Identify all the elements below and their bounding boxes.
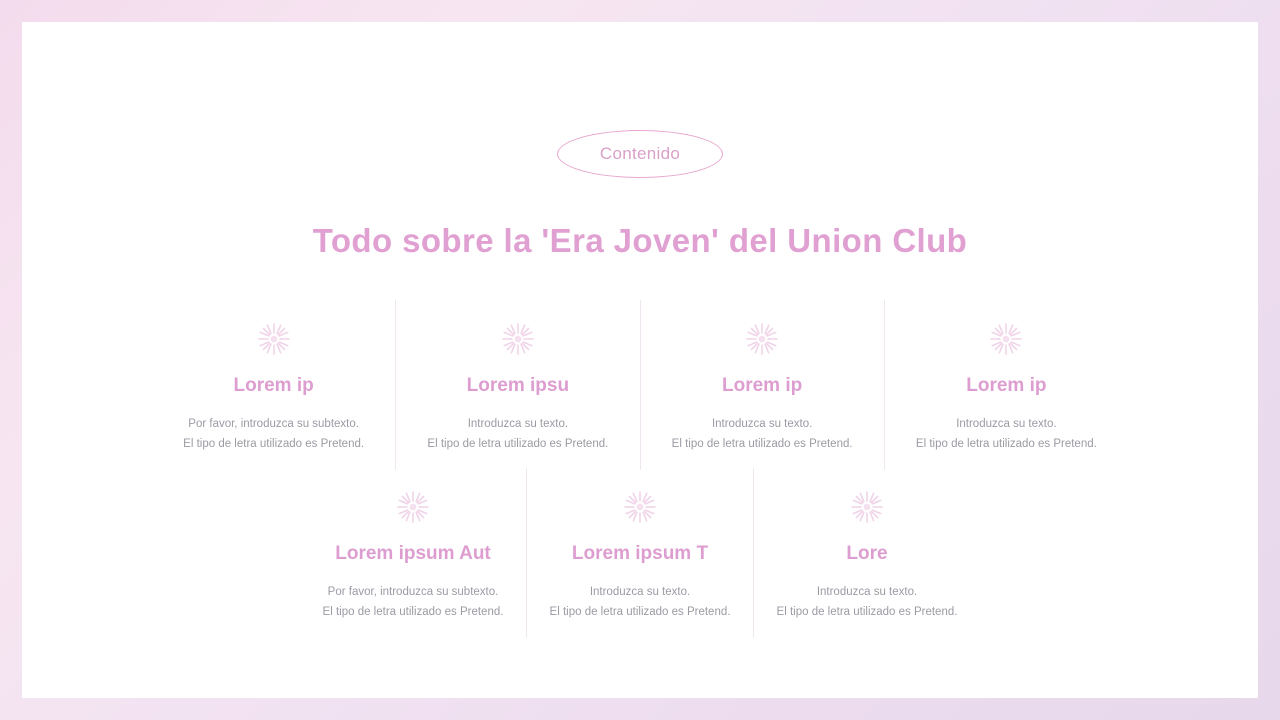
feature-title: Lorem ipsum T xyxy=(571,543,709,564)
feature-body xyxy=(543,582,737,622)
feature-row-top xyxy=(152,300,1128,470)
sunburst-icon xyxy=(901,322,1112,361)
sunburst-icon xyxy=(168,322,379,361)
sunburst-icon xyxy=(543,490,737,529)
feature-body-line: El tipo de letra utilizado es Pretend. xyxy=(776,605,958,618)
eyebrow-label: Contenido xyxy=(599,144,681,163)
sunburst-icon xyxy=(412,322,623,361)
feature-cell xyxy=(527,468,754,638)
feature-body-line: Por favor, introduzca su subtexto. xyxy=(327,585,499,598)
feature-body-line: El tipo de letra utilizado es Pretend. xyxy=(427,437,609,450)
feature-body-line: Introduzca su texto. xyxy=(467,417,569,430)
feature-title: Lore xyxy=(846,543,888,564)
feature-body xyxy=(770,582,964,622)
feature-body xyxy=(657,414,868,454)
feature-title: Lorem ipsu xyxy=(466,375,570,396)
feature-body xyxy=(168,414,379,454)
feature-body-line: El tipo de letra utilizado es Pretend. xyxy=(183,437,365,450)
feature-title: Lorem ip xyxy=(233,375,314,396)
feature-body xyxy=(316,582,510,622)
feature-body-line: Introduzca su texto. xyxy=(816,585,918,598)
sunburst-icon xyxy=(657,322,868,361)
feature-title: Lorem ipsum Aut xyxy=(335,543,491,564)
feature-cell xyxy=(754,468,980,638)
sunburst-icon xyxy=(770,490,964,529)
feature-title: Lorem ip xyxy=(722,375,803,396)
feature-body xyxy=(901,414,1112,454)
feature-body-line: El tipo de letra utilizado es Pretend. xyxy=(671,437,853,450)
feature-cell xyxy=(396,300,640,470)
feature-body-line: Introduzca su texto. xyxy=(711,417,813,430)
feature-cell xyxy=(641,300,885,470)
feature-body xyxy=(412,414,623,454)
feature-body-line: El tipo de letra utilizado es Pretend. xyxy=(549,605,731,618)
eyebrow-pill xyxy=(557,130,723,178)
feature-body-line: Introduzca su texto. xyxy=(956,417,1057,430)
sunburst-icon xyxy=(316,490,510,529)
page-title: Todo sobre la 'Era Joven' del Union Club xyxy=(312,222,968,260)
feature-cell xyxy=(300,468,527,638)
feature-body-line: El tipo de letra utilizado es Pretend. xyxy=(915,437,1097,450)
feature-cell xyxy=(885,300,1128,470)
feature-row-bottom xyxy=(300,468,980,638)
feature-cell xyxy=(152,300,396,470)
feature-body-line: El tipo de letra utilizado es Pretend. xyxy=(322,605,504,618)
feature-body-line: Introduzca su texto. xyxy=(589,585,691,598)
feature-title: Lorem ip xyxy=(966,375,1047,396)
feature-body-line: Por favor, introduzca su subtexto. xyxy=(188,417,359,430)
slide-canvas xyxy=(22,22,1258,698)
slide-content xyxy=(22,22,1258,698)
